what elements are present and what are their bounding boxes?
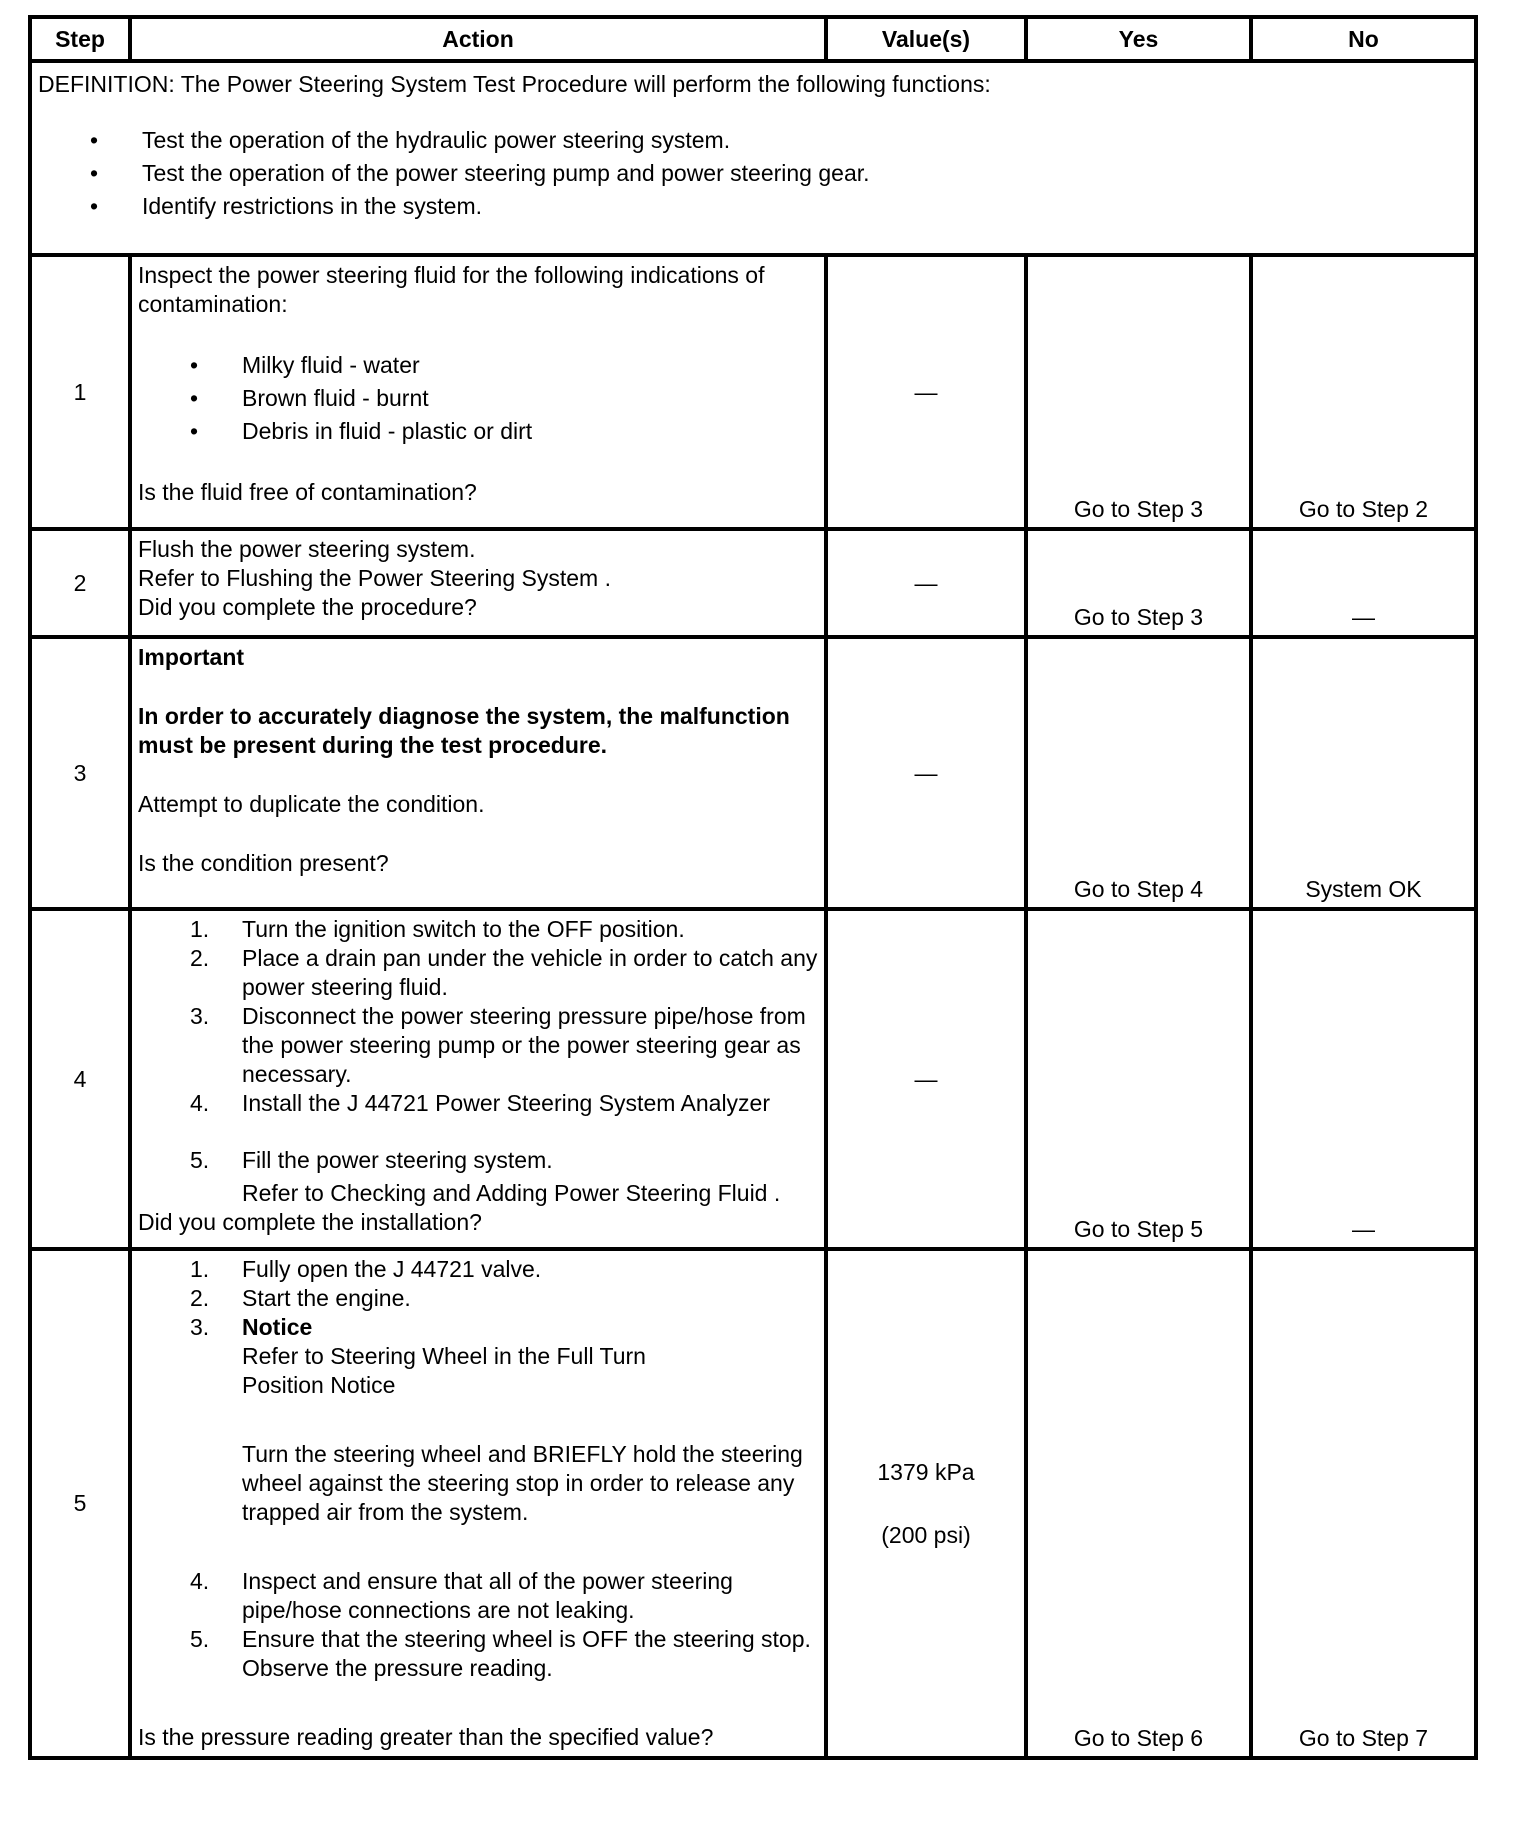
step-value: — (826, 529, 1026, 637)
list-item (138, 1567, 818, 1625)
step-yes: Go to Step 4 (1026, 637, 1251, 909)
definition-cell (30, 61, 1476, 255)
item-text: Start the engine. (242, 1285, 411, 1311)
step-row-4 (30, 909, 1476, 1249)
step-no: — (1251, 909, 1476, 1249)
contamination-list (138, 349, 818, 448)
step-row-5 (30, 1249, 1476, 1758)
notice-reference: Refer to Steering Wheel in the Full Turn Position Notice (242, 1343, 646, 1398)
item-number: 2. (190, 1285, 210, 1311)
item-text: Fully open the J 44721 valve. (242, 1256, 542, 1282)
definition-list (38, 124, 1468, 223)
header-step: Step (30, 17, 130, 61)
definition-bullet: • Test the operation of the hydraulic power steering system. (38, 124, 1468, 157)
item-text: Inspect and ensure that all of the power steering pipe/hose connections are not leaking. (242, 1568, 733, 1623)
step-yes: Go to Step 3 (1026, 529, 1251, 637)
item-number: 1. (190, 1256, 210, 1282)
item-text: Place a drain pan under the vehicle in order to catch any power steering fluid. (242, 945, 818, 1000)
notice-label: Notice (242, 1314, 313, 1340)
item-number: 5. (190, 1147, 210, 1173)
step-yes: Go to Step 6 (1026, 1249, 1251, 1758)
step-action (130, 1249, 826, 1758)
step-row-3 (30, 637, 1476, 909)
step-number: 3 (30, 637, 130, 909)
step-list (138, 1255, 818, 1342)
header-row (30, 17, 1476, 61)
header-yes: Yes (1026, 17, 1251, 61)
item-number: 4. (190, 1568, 210, 1594)
list-item: • Debris in fluid - plastic or dirt (138, 415, 818, 448)
important-label: Important (138, 644, 245, 670)
step-value: — (826, 909, 1026, 1249)
step-intro: Inspect the power steering fluid for the following indications of contamination: (138, 262, 765, 317)
step-number: 2 (30, 529, 130, 637)
step-action (130, 255, 826, 529)
step-line: Attempt to duplicate the condition. (138, 791, 485, 817)
step-value (826, 1249, 1026, 1758)
definition-bullet: • Test the operation of the power steering pump and power steering gear. (38, 157, 1468, 190)
item-number: 3. (190, 1003, 210, 1029)
item-text: Install the J 44721 Power Steering System Analyzer (242, 1090, 771, 1116)
step-list (138, 915, 818, 1175)
step-list-continued (138, 1567, 818, 1683)
list-item (138, 1002, 818, 1089)
step-question: Is the fluid free of contamination? (138, 479, 477, 505)
step-reference: Refer to Checking and Adding Power Steering Fluid . (242, 1180, 781, 1206)
procedure-table (28, 15, 1478, 1760)
step-number: 4 (30, 909, 130, 1249)
item-number: 2. (190, 945, 210, 971)
step-line: Flush the power steering system. (138, 536, 476, 562)
item-text: Turn the ignition switch to the OFF position. (242, 916, 685, 942)
definition-row (30, 61, 1476, 255)
step-number: 5 (30, 1249, 130, 1758)
list-item (138, 1146, 818, 1175)
definition-bullet: • Identify restrictions in the system. (38, 190, 1468, 223)
step-no: System OK (1251, 637, 1476, 909)
step-no: — (1251, 529, 1476, 637)
important-text: In order to accurately diagnose the system, the malfunction must be present during the test procedure. (138, 703, 790, 758)
item-number: 5. (190, 1626, 210, 1652)
header-no: No (1251, 17, 1476, 61)
step-yes: Go to Step 3 (1026, 255, 1251, 529)
list-item (138, 944, 818, 1002)
list-item: • Brown fluid - burnt (138, 382, 818, 415)
step-question: Is the pressure reading greater than the specified value? (138, 1724, 714, 1750)
step-question: Did you complete the procedure? (138, 594, 477, 620)
header-action: Action (130, 17, 826, 61)
turn-instruction: Turn the steering wheel and BRIEFLY hold the steering wheel against the steering stop in order to release any trapped air from the system. (242, 1441, 803, 1525)
item-text: Fill the power steering system. (242, 1147, 553, 1173)
step-action (130, 909, 826, 1249)
item-number: 3. (190, 1314, 210, 1340)
item-text: Ensure that the steering wheel is OFF the steering stop. Observe the pressure reading. (242, 1626, 811, 1681)
list-item: • Milky fluid - water (138, 349, 818, 382)
step-reference: Refer to Flushing the Power Steering System . (138, 565, 611, 591)
value-kpa: 1379 kPa (877, 1458, 975, 1485)
step-question: Did you complete the installation? (138, 1209, 482, 1235)
value-psi: (200 psi) (881, 1521, 971, 1548)
step-action (130, 529, 826, 637)
definition-text: DEFINITION: The Power Steering System Test Procedure will perform the following functions: (38, 71, 991, 97)
item-number: 4. (190, 1090, 210, 1116)
header-values: Value(s) (826, 17, 1026, 61)
step-row-1 (30, 255, 1476, 529)
step-row-2 (30, 529, 1476, 637)
list-item (138, 915, 818, 944)
list-item (138, 1625, 818, 1683)
item-text: Disconnect the power steering pressure pipe/hose from the power steering pump or the power steering gear as necessary. (242, 1003, 806, 1087)
step-question: Is the condition present? (138, 850, 389, 876)
step-no: Go to Step 2 (1251, 255, 1476, 529)
step-value: — (826, 255, 1026, 529)
step-yes: Go to Step 5 (1026, 909, 1251, 1249)
step-no: Go to Step 7 (1251, 1249, 1476, 1758)
step-number: 1 (30, 255, 130, 529)
list-item (138, 1089, 818, 1118)
list-item (138, 1255, 818, 1284)
item-number: 1. (190, 916, 210, 942)
list-item (138, 1284, 818, 1313)
list-item (138, 1313, 818, 1342)
step-value: — (826, 637, 1026, 909)
step-action (130, 637, 826, 909)
